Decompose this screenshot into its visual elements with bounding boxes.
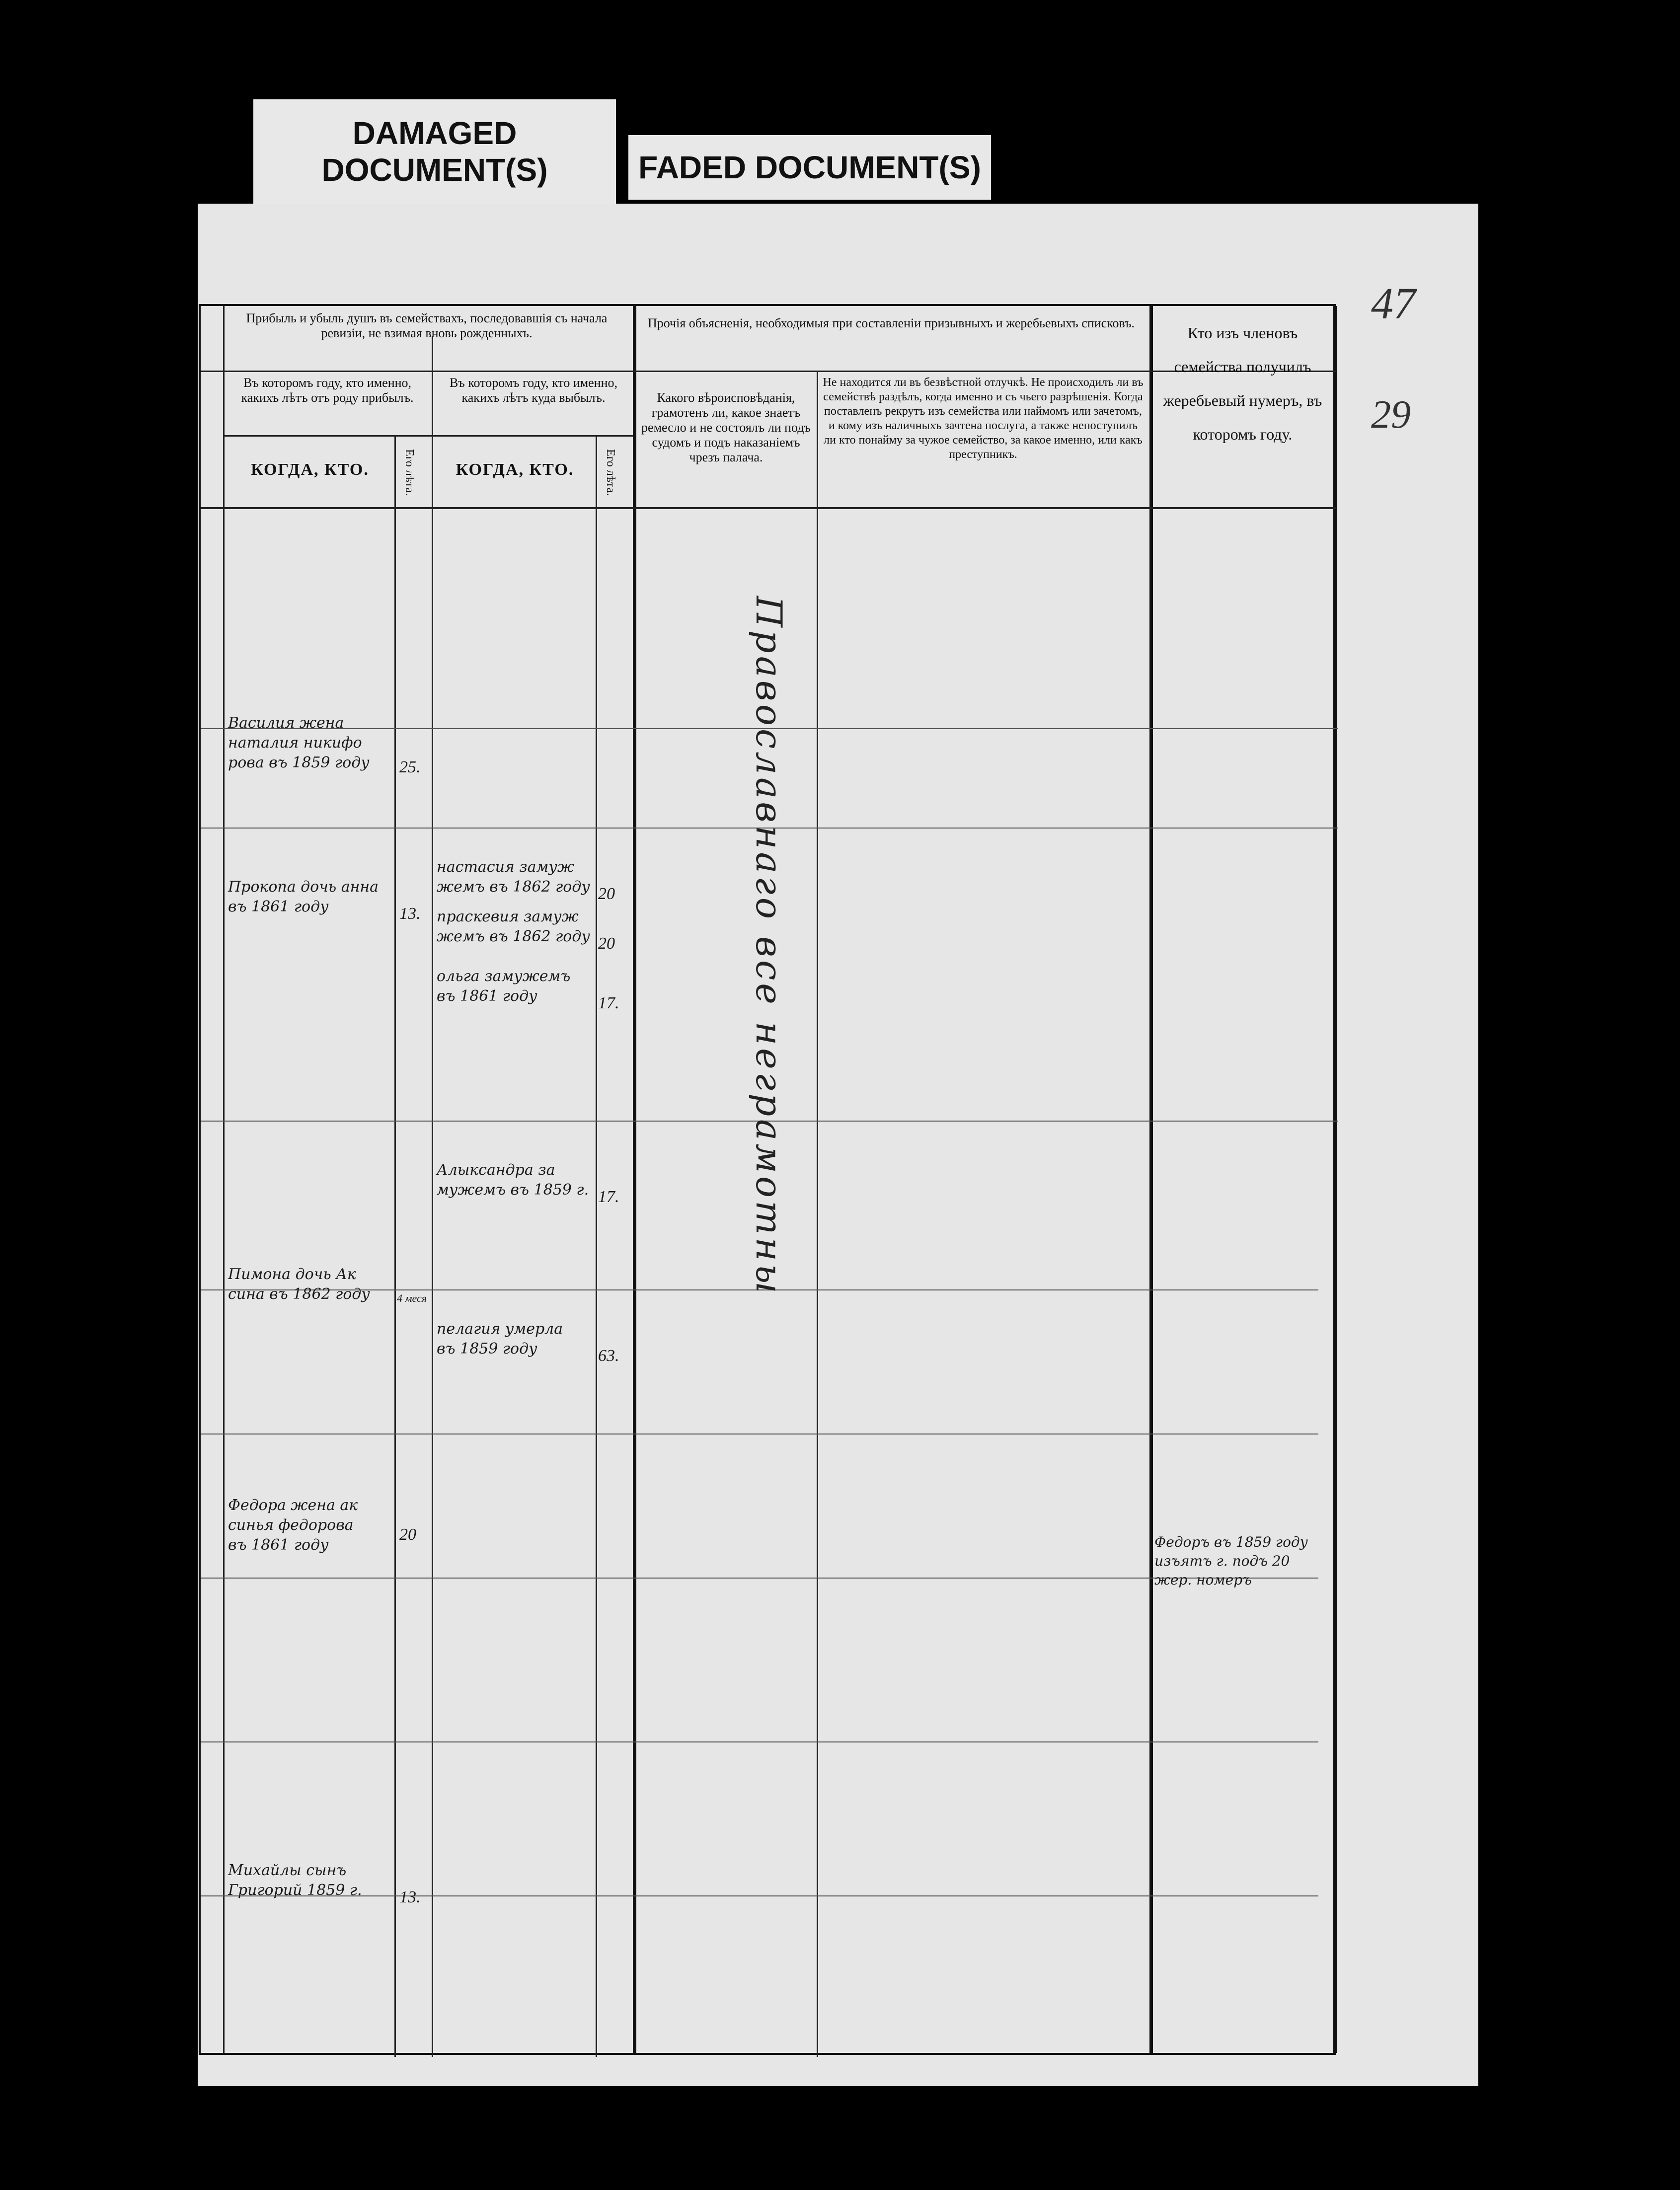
header-absence: Не находится ли въ безвѣстной отлучкѣ. Не происходилъ ли въ семействѣ раздѣлъ, когда именно и съ чьего разрѣшенія. Когда поставленъ рекрутъ изъ семейства или наймомъ или зачетомъ, и кому изъ наличныхъ зачтена послуга, а также непоступилъ ли кто понайму за чужое семейство, за какое именно, или какъ преступникъ.: [823, 376, 1144, 461]
col-line: [223, 306, 225, 2053]
damaged-label-text: DAMAGED DOCUMENT(S): [321, 115, 548, 188]
header-lot-number: Кто изъ членовъ семейства получилъ жеребьевый нумеръ, въ которомъ году.: [1163, 324, 1322, 443]
arrived-entry: Пимона дочь Ак сина въ 1862 году: [228, 1266, 370, 1303]
departed-age: 63.: [598, 1347, 619, 1365]
header-when-who: КОГДА, КТО.: [456, 460, 574, 479]
header-age: Его лѣта.: [403, 449, 416, 496]
faded-document-label: [628, 135, 991, 200]
folio-mark: 47: [1371, 279, 1416, 328]
departed-entry: праскевия замуж жемъ въ 1862 году: [437, 908, 590, 945]
col-line: [633, 306, 636, 2053]
departed-age: 17.: [598, 994, 619, 1012]
departed-age: 17.: [598, 1188, 619, 1206]
damaged-document-label: [253, 99, 616, 204]
arrived-age: 20: [399, 1525, 416, 1544]
col-line: [1149, 306, 1153, 2053]
header-religion: Какого вѣроисповѣданія, грамотенъ ли, какое знаетъ ремесло и не состоялъ ли подъ судомъ и подъ наказаніемъ чрезъ палача.: [641, 390, 811, 464]
arrived-age: 13.: [399, 905, 421, 923]
header-arrivals-departures: Прибыль и убыль душъ въ семействахъ, последовавшія съ начала ревизіи, не взимая вновь рожденныхъ.: [246, 311, 608, 340]
page-number: 29: [1371, 393, 1411, 437]
row-line: [201, 1741, 1318, 1742]
arrived-entry: Михайлы сынъ Григорий 1859 г.: [228, 1862, 362, 1899]
header-bottom-line: [201, 507, 1336, 509]
departed-entry: пелагия умерла въ 1859 году: [437, 1320, 563, 1358]
row-line: [201, 1895, 1318, 1896]
col-line: [596, 435, 597, 2057]
departed-age: 20: [598, 934, 615, 953]
header-arrived: Въ которомъ году, кто именно, какихъ лѣтъ отъ роду прибылъ.: [241, 376, 414, 405]
arrived-age: 13.: [399, 1888, 421, 1906]
header-when-who: КОГДА, КТО.: [251, 460, 369, 479]
departed-entry: Алыксандра за мужемъ въ 1859 г.: [437, 1161, 589, 1199]
header-other-notes: Прочія объясненія, необходимыя при составленіи призывныхъ и жеребьевыхъ списковъ.: [647, 316, 1135, 330]
col-line: [432, 336, 433, 2057]
arrived-age: 25.: [399, 758, 421, 776]
departed-entry: ольга замужемъ въ 1861 году: [437, 968, 571, 1005]
departed-age: 20: [598, 885, 615, 903]
arrived-entry: Прокопа дочь анна въ 1861 году: [228, 878, 379, 915]
arrived-entry: Федора жена ак синья федорова въ 1861 году: [228, 1497, 358, 1554]
col-line: [1333, 306, 1337, 2053]
col-line: [394, 435, 396, 2057]
religion-note: Православнаго все неграмотны: [748, 596, 790, 1296]
faded-label-text: FADED DOCUMENT(S): [638, 150, 981, 185]
header-departed: Въ которомъ году, кто именно, какихъ лѣтъ куда выбылъ.: [449, 376, 618, 405]
departed-entry: настасия замуж жемъ въ 1862 году: [437, 858, 590, 896]
header-age: Его лѣта.: [604, 449, 617, 496]
row-line: [223, 435, 633, 437]
col-line: [817, 371, 818, 2057]
lot-number-entry: Федоръ въ 1859 году изъятъ г. подъ 20 жер. номеръ: [1154, 1534, 1308, 1588]
arrived-age: 4 меся: [397, 1292, 427, 1304]
arrived-entry: Василия жена наталия никифо рова въ 1859 году: [228, 714, 370, 771]
